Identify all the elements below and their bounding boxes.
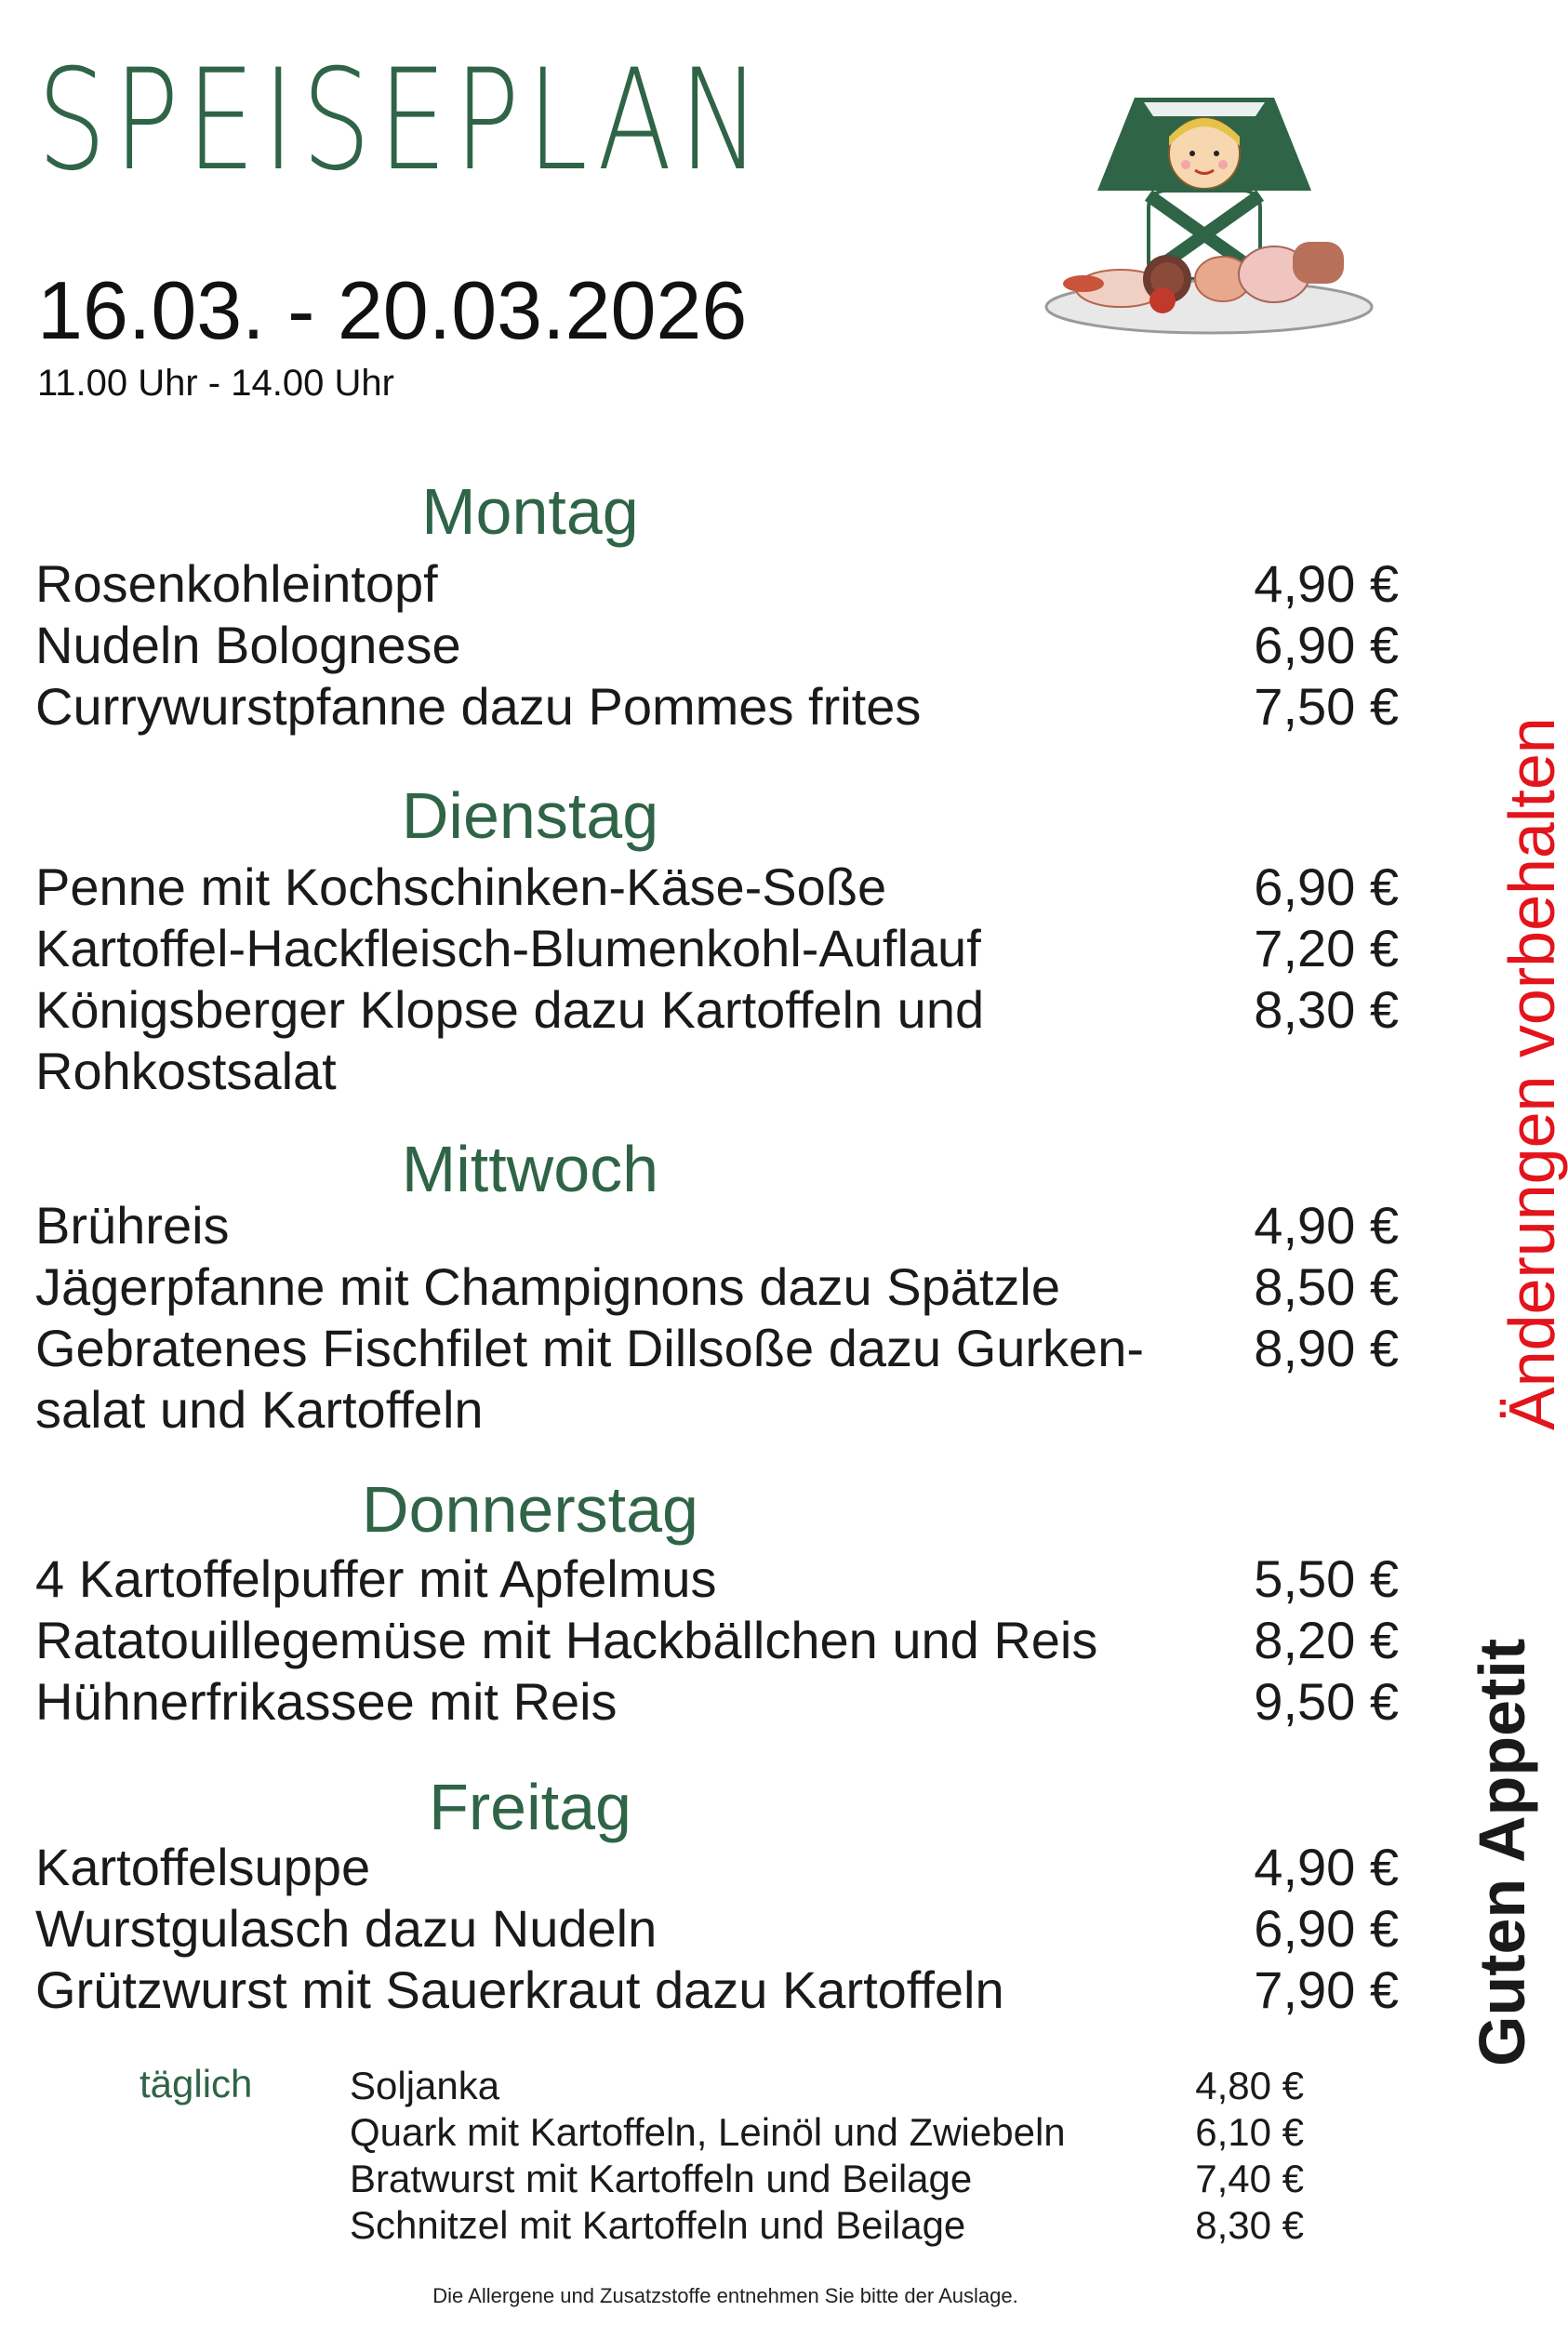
daily-dish-price: 6,10 € — [1195, 2110, 1304, 2154]
changes-reserved-notice: Änderungen vorbehalten — [1495, 717, 1568, 1430]
dish-price: 6,90 € — [1254, 1899, 1399, 1958]
day-heading-montag: Montag — [421, 475, 639, 548]
dish-price: 7,90 € — [1254, 1960, 1399, 2019]
dish-price: 7,50 € — [1254, 677, 1399, 736]
daily-dish-price: 4,80 € — [1195, 2064, 1304, 2107]
dish-price: 6,90 € — [1254, 857, 1399, 916]
daily-dish-price: 8,30 € — [1195, 2203, 1304, 2247]
bon-appetit-greeting: Guten Appetit — [1466, 1638, 1538, 2066]
dish: Rosenkohleintopf — [35, 554, 438, 613]
daily-dish: Quark mit Kartoffeln, Leinöl und Zwiebeln — [350, 2110, 1066, 2154]
dish-price: 8,90 € — [1254, 1319, 1399, 1377]
daily-dish: Bratwurst mit Kartoffeln und Beilage — [350, 2157, 973, 2200]
dish-price: 5,50 € — [1254, 1549, 1399, 1608]
dish: Brühreis — [35, 1196, 230, 1255]
butcher-girl-with-sausage-platter-icon — [1032, 88, 1386, 349]
dish-price: 8,30 € — [1254, 980, 1399, 1039]
dish-price: 6,90 € — [1254, 616, 1399, 674]
dish-continuation: Rohkostsalat — [35, 1042, 337, 1100]
dish: Currywurstpfanne dazu Pommes frites — [35, 677, 922, 736]
dish: Kartoffelsuppe — [35, 1838, 371, 1896]
day-heading-mittwoch: Mittwoch — [401, 1133, 659, 1205]
dish: Jägerpfanne mit Champignons dazu Spätzle — [35, 1257, 1061, 1316]
day-heading-dienstag: Dienstag — [401, 779, 659, 852]
date-range: 16.03. - 20.03.2026 — [37, 264, 748, 356]
dish-price: 4,90 € — [1254, 554, 1399, 613]
day-heading-freitag: Freitag — [429, 1771, 631, 1843]
opening-hours: 11.00 Uhr - 14.00 Uhr — [37, 363, 394, 404]
dish: Gebratenes Fischfilet mit Dillsoße dazu Gurken- — [35, 1319, 1144, 1377]
dish-price: 4,90 € — [1254, 1196, 1399, 1255]
dish: 4 Kartoffelpuffer mit Apfelmus — [35, 1549, 717, 1608]
daily-dish: Schnitzel mit Kartoffeln und Beilage — [350, 2203, 966, 2247]
dish-price: 7,20 € — [1254, 919, 1399, 977]
dish: Penne mit Kochschinken-Käse-Soße — [35, 857, 887, 916]
dish: Nudeln Bolognese — [35, 616, 461, 674]
dish: Königsberger Klopse dazu Kartoffeln und — [35, 980, 985, 1039]
dish: Kartoffel-Hackfleisch-Blumenkohl-Auflauf — [35, 919, 981, 977]
day-heading-donnerstag: Donnerstag — [362, 1473, 698, 1546]
dish: Hühnerfrikassee mit Reis — [35, 1672, 618, 1731]
allergen-footnote: Die Allergene und Zusatzstoffe entnehmen Sie bitte der Auslage. — [432, 2284, 1018, 2307]
dish-price: 8,20 € — [1254, 1611, 1399, 1669]
dish: Ratatouillegemüse mit Hackbällchen und Reis — [35, 1611, 1098, 1669]
daily-dish-price: 7,40 € — [1195, 2157, 1304, 2200]
daily-dish: Soljanka — [350, 2064, 500, 2107]
dish-continuation: salat und Kartoffeln — [35, 1380, 484, 1439]
daily-label: täglich — [140, 2062, 253, 2106]
menu-title: SPEISEPLAN — [37, 40, 768, 202]
dish-price: 8,50 € — [1254, 1257, 1399, 1316]
dish-price: 9,50 € — [1254, 1672, 1399, 1731]
dish: Grützwurst mit Sauerkraut dazu Kartoffeln — [35, 1960, 1004, 2019]
dish: Wurstgulasch dazu Nudeln — [35, 1899, 658, 1958]
dish-price: 4,90 € — [1254, 1838, 1399, 1896]
